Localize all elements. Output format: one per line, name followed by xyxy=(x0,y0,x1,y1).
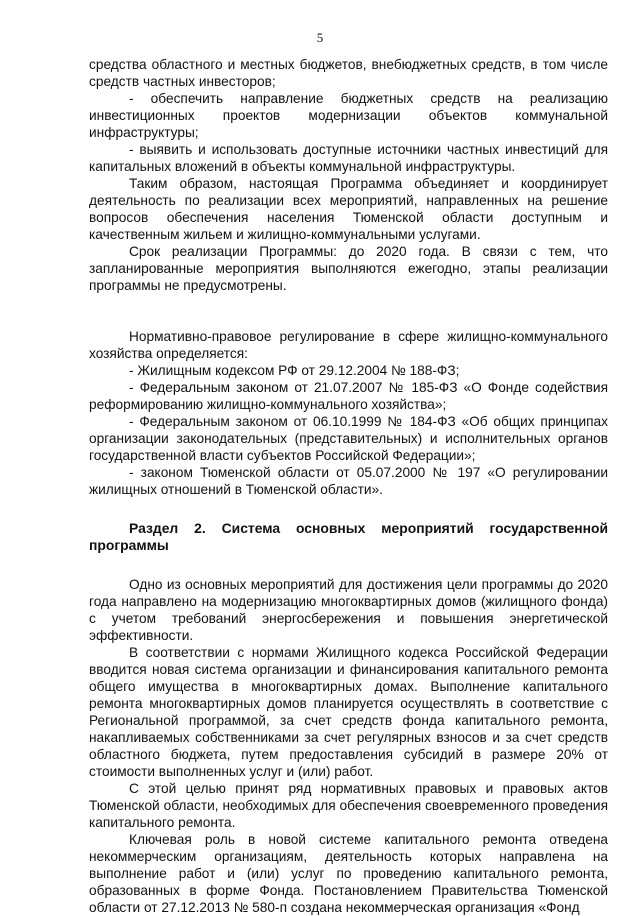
paragraph-spacer xyxy=(89,498,608,520)
paragraph-spacer xyxy=(89,554,608,576)
paragraph: - Жилищным кодексом РФ от 29.12.2004 № 188-ФЗ; xyxy=(129,363,460,378)
paragraph: - обеспечить направление бюджетных средств на реализацию инвестиционных проектов модернизации объектов коммунальной инфраструктуры; xyxy=(89,91,608,140)
paragraph: В соответствии с нормами Жилищного кодекса Российской Федерации вводится новая система организации и финансирования капитального ремонта общего имущества в многоквартирных домах. Выполнение капитального ремонта многоквартирных домов планируется осуществлять в соответствие с Региональной программой, за счет средств фонда капитального ремонта, накапливаемых собственниками за счет регулярных взносов и за счет средств областного бюджета, путем предоставления субсидий в размере 20% от стоимости выполненных услуг и (или) работ. xyxy=(89,645,608,779)
legal-regulation-paragraphs xyxy=(89,328,608,498)
paragraph: - законом Тюменской области от 05.07.2000 № 197 «О регулировании жилищных отношений в Тюменской области». xyxy=(89,465,608,497)
paragraph: - Федеральным законом от 06.10.1999 № 184-ФЗ «Об общих принципах организации законодательных (представительных) и исполнительных органов государственной власти субъектов Российской Федерации»; xyxy=(89,414,608,463)
paragraph-spacer xyxy=(89,294,608,328)
paragraph: Таким образом, настоящая Программа объединяет и координирует деятельность по реализации всех мероприятий, направленных на решение вопросов обеспечения населения Тюменской области доступным и качественным жильем и жилищно-коммунальными услугами. xyxy=(89,176,608,242)
paragraph: средства областного и местных бюджетов, внебюджетных средств, в том числе средств частных инвесторов; xyxy=(89,57,608,89)
paragraph: Ключевая роль в новой системе капитального ремонта отведена некоммерческим организациям, деятельность которых направлена на выполнение работ и (или) услуг по проведению капитального ремонта, образованных в форме Фонда. Постановлением Правительства Тюменской области от 27.12.2013 № 580-п создана некоммерческая организация «Фонд xyxy=(89,832,608,915)
intro-paragraphs xyxy=(89,56,608,294)
paragraph: - выявить и использовать доступные источники частных инвестиций для капитальных вложений в объекты коммунальной инфраструктуры. xyxy=(89,142,608,174)
section-heading: Раздел 2. Система основных мероприятий государственной программы xyxy=(89,520,608,553)
section-paragraphs xyxy=(89,576,608,916)
paragraph: - Федеральным законом от 21.07.2007 № 185-ФЗ «О Фонде содействия реформированию жилищно-коммунального хозяйства»; xyxy=(89,380,608,412)
paragraph: Одно из основных мероприятий для достижения цели программы до 2020 года направлено на модернизацию многоквартирных домов (жилищного фонда) с учетом требований энергосбережения и повышения энергетической эффективности. xyxy=(89,577,608,643)
document-body xyxy=(89,56,608,916)
paragraph: С этой целью принят ряд нормативных правовых и правовых актов Тюменской области, необходимых для обеспечения своевременного проведения капитального ремонта. xyxy=(89,781,608,830)
paragraph: Нормативно-правовое регулирование в сфере жилищно-коммунального хозяйства определяется: xyxy=(89,329,608,361)
page-number: 5 xyxy=(316,30,324,45)
paragraph: Срок реализации Программы: до 2020 года. В связи с тем, что запланированные мероприятия выполняются ежегодно, этапы реализации программы не предусмотрены. xyxy=(89,244,608,293)
